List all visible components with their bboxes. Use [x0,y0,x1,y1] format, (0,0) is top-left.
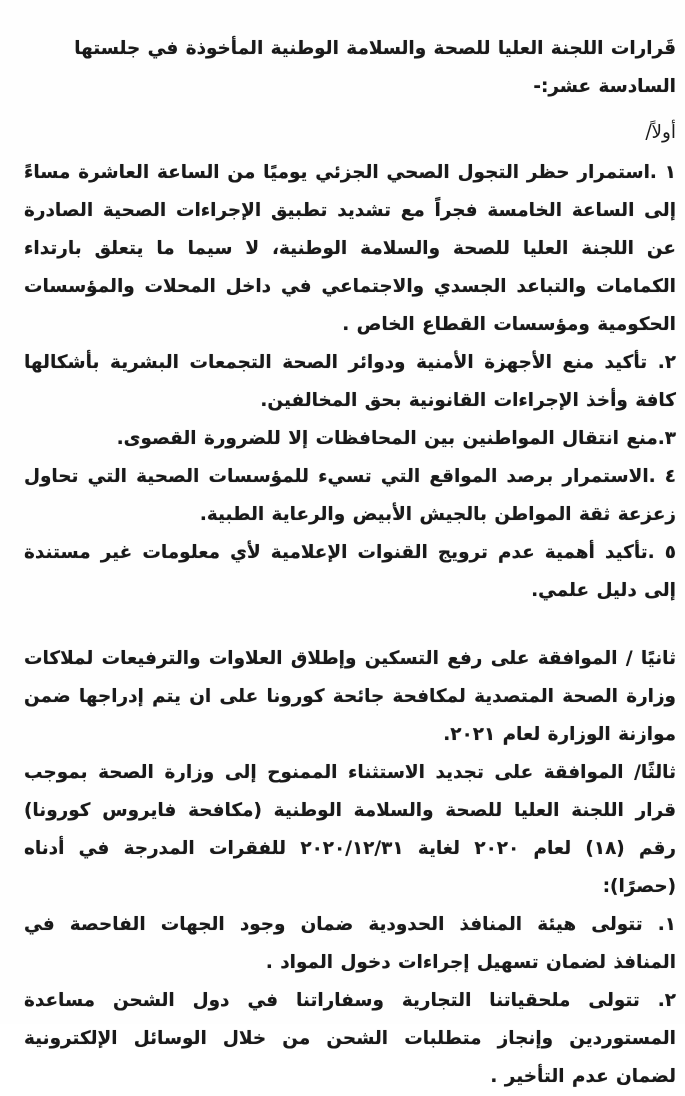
decision-item-2: ٢. تأكيد منع الأجهزة الأمنية ودوائر الصحة التجمعات البشرية بأشكالها كافة وأخذ الإجراءات القانونية بحق المخالفين. [24,352,676,411]
decision-item-3: ٣.منع انتقال المواطنين بين المحافظات إلا للضرورة القصوى. [116,428,676,449]
section-first-heading: أولاً/ [645,122,676,143]
decision-item-1: ١ .استمرار حظر التجول الصحي الجزئي يوميًا من الساعة العاشرة مساءً إلى الساعة الخامسة فجراً مع تشديد تطبيق الإجراءات الصحية الصادرة عن اللجنة العليا للصحة والسلامة الوطنية، لا سيما ما يتعلق بارتداء الكمامات والتباعد الجسدي والاجتماعي في داخل المحلات والمؤسسات الحكومية ومؤسسات القطاع الخاص . [24,162,676,335]
document-content [24,30,676,1096]
section-second-paragraph: ثانيًا / الموافقة على رفع التسكين وإطلاق العلاوات والترفيعات لملاكات وزارة الصحة المتصدية لمكافحة جائحة كورونا على ان يتم إدراجها ضمن موازنة الوزارة لعام ٢٠٢١. [24,648,676,745]
sub-item-1: ١. تتولى هيئة المنافذ الحدودية ضمان وجود الجهات الفاحصة في المنافذ لضمان تسهيل إجراءات دخول المواد . [24,914,676,973]
document-title: قَرارات اللجنة العليا للصحة والسلامة الوطنية المأخوذة في جلستها السادسة عشر:- [74,38,676,97]
section-third-paragraph: ثالثًا/ الموافقة على تجديد الاستثناء الممنوح إلى وزارة الصحة بموجب قرار اللجنة العليا للصحة والسلامة الوطنية (مكافحة فايروس كورونا) رقم (١٨) لعام ٢٠٢٠ لغاية ٢٠٢٠/١٢/٣١ للفقرات المدرجة في أدناه (حصرًا): [24,762,677,897]
decision-item-5: ٥ .تأكيد أهمية عدم ترويج القنوات الإعلامية لأي معلومات غير مستندة إلى دليل علمي. [24,542,676,601]
sub-item-2: ٢. تتولى ملحقياتنا التجارية وسفاراتنا في دول الشحن مساعدة المستوردين وإنجاز متطلبات الشحن من خلال الوسائل الإلكترونية لضمان عدم التأخير . [24,990,676,1087]
decision-item-4: ٤ .الاستمرار برصد المواقع التي تسيء للمؤسسات الصحية التي تحاول زعزعة ثقة المواطن بالجيش الأبيض والرعاية الطبية. [24,466,676,525]
